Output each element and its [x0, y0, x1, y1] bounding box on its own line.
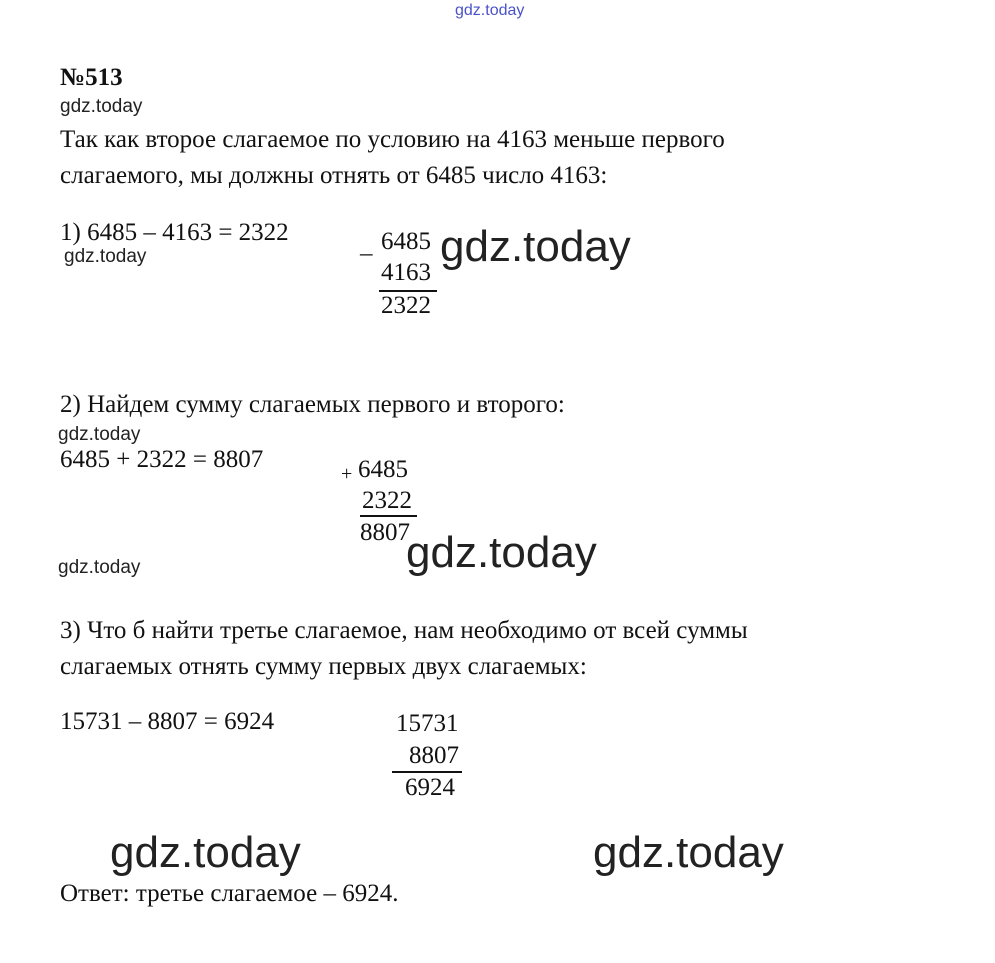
step3-column-top: 15731: [396, 710, 459, 737]
watermark-2: gdz.today: [64, 246, 147, 267]
problem-number: №513: [60, 64, 123, 91]
top-watermark: gdz.today: [455, 2, 525, 19]
step2-column-top: 6485: [358, 456, 408, 483]
watermark-1: gdz.today: [60, 96, 143, 117]
watermark-4: gdz.today: [58, 557, 141, 578]
step3-equation: 15731 – 8807 = 6924: [60, 708, 275, 735]
intro-line-2: слагаемого, мы должны отнять от 6485 число 4163:: [60, 162, 608, 189]
step1-equation: 1) 6485 – 4163 = 2322: [60, 219, 289, 246]
step1-column-result: 2322: [381, 292, 431, 319]
watermark-3: gdz.today: [58, 424, 141, 445]
watermark-big-2: gdz.today: [406, 528, 597, 577]
step1-minus-sign: –: [360, 240, 373, 267]
step2-column-bottom: 2322: [362, 487, 412, 514]
watermark-big-4: gdz.today: [593, 828, 784, 877]
step1-column-top: 6485: [381, 228, 431, 255]
step3-heading-line-1: 3) Что б найти третье слагаемое, нам необходимо от всей суммы: [60, 617, 748, 644]
step2-plus-sign: +: [341, 463, 353, 485]
intro-line-1: Так как второе слагаемое по условию на 4163 меньше первого: [60, 126, 725, 153]
step2-heading: 2) Найдем сумму слагаемых первого и второго:: [60, 391, 565, 418]
step2-equation: 6485 + 2322 = 8807: [60, 446, 264, 473]
step3-column-bottom: 8807: [409, 742, 459, 769]
watermark-big-3: gdz.today: [110, 828, 301, 877]
answer: Ответ: третье слагаемое – 6924.: [60, 880, 399, 907]
step3-heading-line-2: слагаемых отнять сумму первых двух слагаемых:: [60, 653, 587, 680]
watermark-big-1: gdz.today: [440, 222, 631, 271]
step3-column-result: 6924: [405, 774, 455, 801]
step2-column-result: 8807: [360, 519, 410, 546]
step1-column-bottom: 4163: [381, 259, 431, 286]
